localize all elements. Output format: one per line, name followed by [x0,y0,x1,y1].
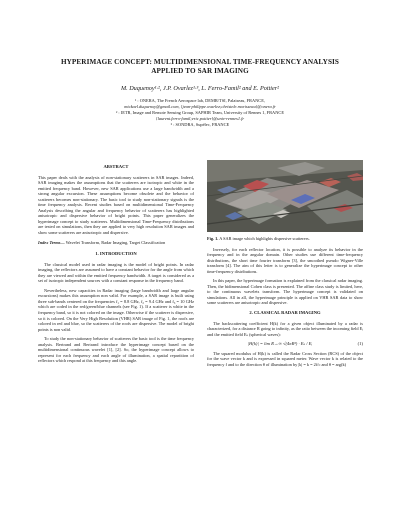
figure-caption-label: Fig. 1. [207,236,219,241]
affiliation-onera-emails: mickael.duquenoy@gmail.com, {jean-philippe.ovarlez;christele.morisseau}@onera.fr [124,104,276,110]
index-terms [38,240,194,246]
affiliation-sondra: ³ : SONDRA, Supélec, FRANCE [170,122,230,128]
section2-heading: 2. CLASSICAL RADAR IMAGING [249,310,321,316]
sar-image-figure [207,160,363,232]
affiliation-ietr-emails: {laurent.ferro-famil;eric.pottier}@univ-rennes1.fr [155,116,245,122]
left-column [38,160,194,368]
intro-paragraph-2: Nevertheless, new capacities in Radar imaging (large bandwidth and large angular excursions) makes this assumption non valid. For example, a SAR image is built using three sub-bands centered on the frequencies f₁ = 8.8 GHz, f₂ = 9.4 GHz and f₃ = 10 GHz which are coded in the red/green/blue channels (see Fig. 1). If a scatterer is white in the frequency band, so it is not colored on the image. Otherwise if the scatterer is dispersive, so it is colored. On the Very High Resolution (VHR) SAR image of Fig. 1, the roofs are colored in red and blue, so the scatterers of the roofs are dispersive. The model of bright points is non valid. [38,287,194,332]
author-list: M. Duquenoy¹·², J.P. Ovarlez¹·³, L. Ferro-Famil² and E. Pottier² [120,85,280,92]
index-terms-text: Wavelet Transform, Radar Imaging, Target Classification [65,239,166,245]
introduction-heading: 1. INTRODUCTION [95,251,137,257]
equation-1-number: (1) [357,341,363,347]
right-paragraph-2: In this paper, the hyperimage formation is explained from the classical radar imaging. Then, the bidimensional Cohen class is presented. The affine class study is limited, here, to the continuous wavelets transform. The hyperimage concept is validated on simulations. All in all, the hyperimage principle is applied on VHR SAR data to show some scatterers are anisotropic and dispersive. [207,278,363,306]
affiliation-ietr: ² : IETR, Image and Remote Sensing Group, SAPHIR Team, University of Rennes 1, FRANCE [116,110,284,116]
equation-1 [207,341,363,347]
right-column [207,160,363,371]
figure-caption [207,236,363,242]
affiliations [30,98,370,128]
figure-caption-text: A SAR image which highlights dispersive scatterers. [219,236,310,241]
sar-image [207,160,363,232]
title-line-2: APPLIED TO SAR IMAGING [151,67,249,75]
intro-paragraph-1: The classical model used in radar imaging is the model of bright points. In radar imaging, the reflectors are assumed to have a constant behavior for the angle from which they are viewed and within the emitted frequency bandwidth. A target is considered as a set of isotropic independent sources with a constant response in the frequency band. [38,261,194,284]
abstract-heading: ABSTRACT [103,164,129,169]
section2-paragraph-1: The backscattering coefficient H(k) for a given object illuminated by a radar is characterized, for a distance R going to infinity, as the ratio between the incoming field Eᵢ and the emitted field Eₛ (spherical waves): [207,320,363,337]
index-terms-label: Index Terms— [38,239,65,245]
paper-title [30,58,370,76]
equation-1-formula: |H(k)| = lim R→∞ √(4πR²) · Eₛ / Eᵢ [247,341,313,347]
title-line-1: HYPERIMAGE CONCEPT: MULTIDIMENSIONAL TIME-FREQUENCY ANALYSIS [60,58,340,66]
intro-paragraph-3: To study the non-stationary behavior of scatterers the basic tool is the time frequency analysis. Bertrand and Bertrand introduce the hyperimage concept based on the multidimensional continuous wavelet [1], [2]. So, the hyperimage concept allows to represent for each frequency and each angle of illumination, a spatial repartition of reflectors which respond at this frequency and this angle. [38,336,194,364]
abstract-text: This paper deals with the analysis of non-stationary scatterers in SAR images. Indeed, SAR imaging makes the assumptions that the scatterers are isotropic and white in the emitted frequency band. However, new SAR applications use a large bandwidth and a strong angular excursion. These assumptions become obsolete and the behavior of scatterers becomes non-stationary. The basic tool to study non-stationary signals is the time frequency analysis. Recent studies based on multidimensional Time-Frequency Analysis describing the angular and frequency behavior of scatterers has highlighted anisotropic and dispersive behavior of bright points. This paper generalizes the hyperimage concept to study scatterers. Multidimensional Time-Frequency distributions are tested on simulations, then they are applied to very high resolution SAR images and show some scatterers are anisotropic and dispersive. [38,174,194,236]
section2-paragraph-2: The squared modulus of H(k) is called the Radar Cross Section (RCS) of the object for the wave vector k and is expressed in squared meter. Wave vector k is related to the frequency f and to the direction θ of illumination by |k| = k = 2f/c and θ = arg(k) [207,350,363,367]
right-paragraph-1: Inversely, for each reflector location, it is possible to analyze its behavior in the frequency and in the angular domain. Other studies use different time-frequency distributions, the short time fourier transform [3], the smoothed pseudo Wigner-Ville transform [4]. The aim of this letter is to generalize the hyperimage concept to other time-frequency distributions. [207,246,363,274]
affiliation-onera: ¹ : ONERA, The French Aerospace lab, DEMR/TSI, Palaiseau, FRANCE, [134,98,265,103]
